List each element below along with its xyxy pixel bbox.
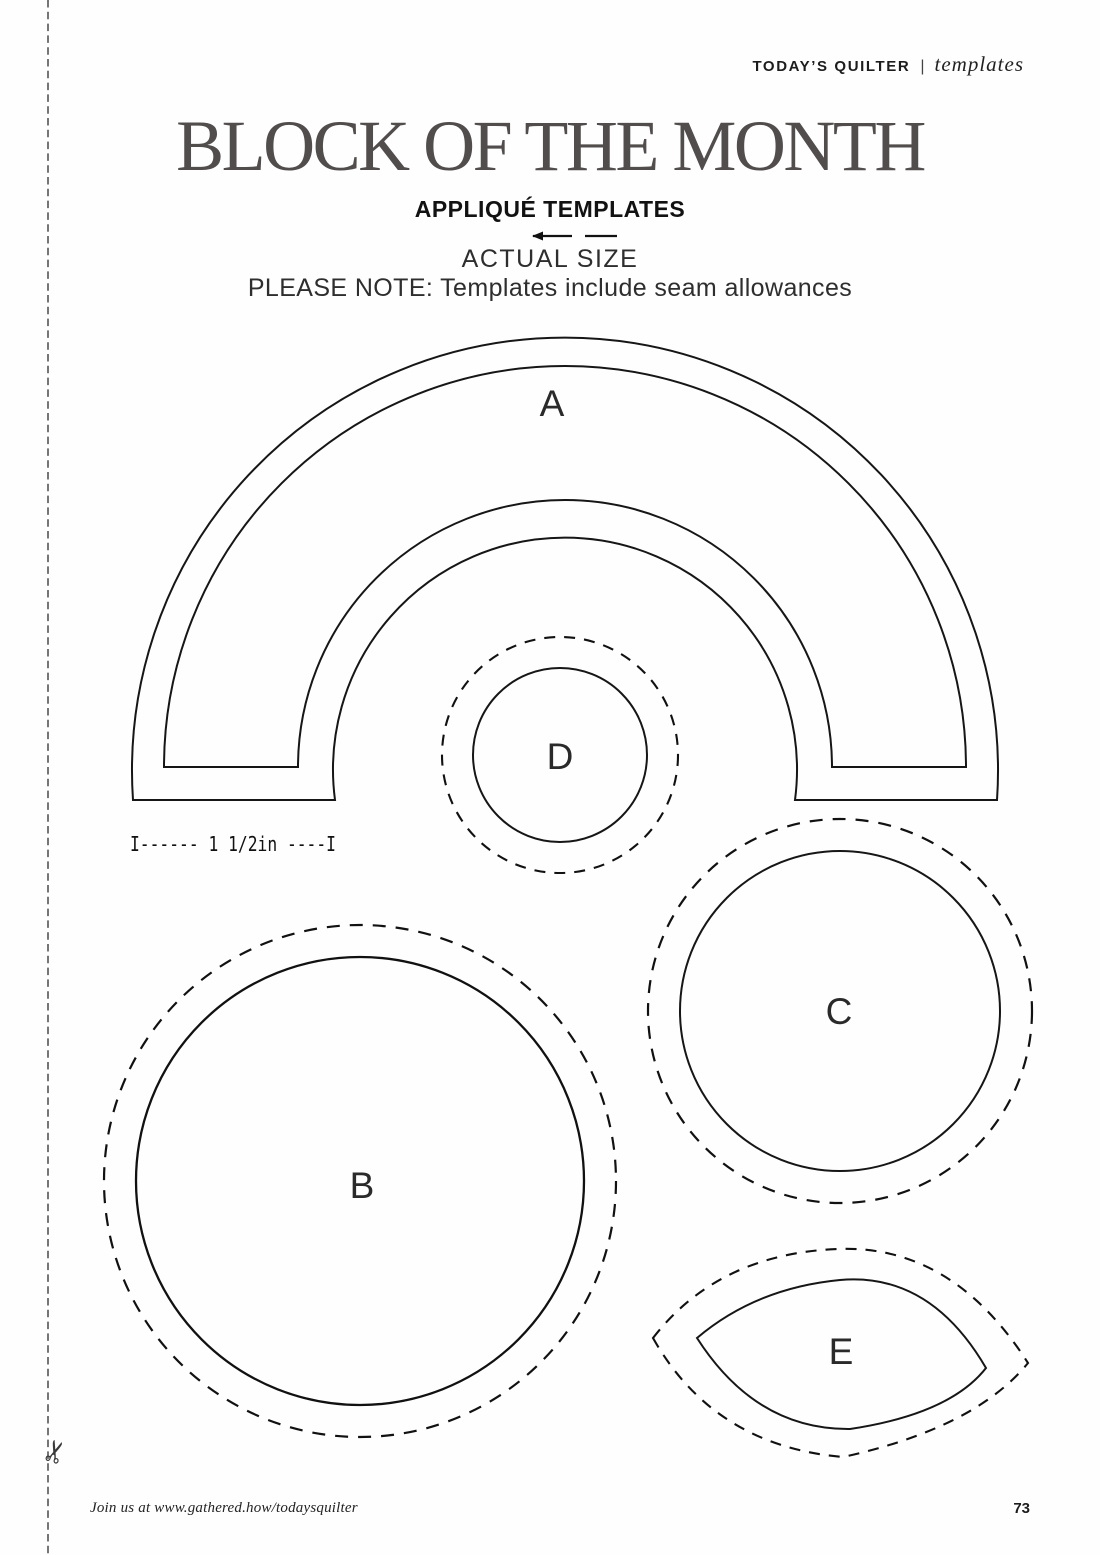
section-name: templates (934, 52, 1024, 76)
continuation-arrow-icon (527, 228, 623, 244)
template-a-label: A (539, 383, 565, 424)
measurement-label: I------ 1 1/2in ----I (130, 832, 336, 856)
footer-join-text: Join us at www.gathered.how/todaysquilter (90, 1500, 358, 1516)
page-header (752, 52, 1024, 77)
brand-name: TODAY’S QUILTER (752, 58, 911, 75)
template-d-label: D (546, 736, 574, 777)
template-a-cut-outline (132, 338, 998, 800)
template-a-stitch-outline (164, 366, 966, 767)
header-separator: | (920, 58, 925, 75)
page-number: 73 (1013, 1500, 1030, 1517)
seam-allowance-note: PLEASE NOTE: Templates include seam allowances (247, 274, 853, 302)
page-subtitle: APPLIQUÉ TEMPLATES (414, 196, 686, 222)
actual-size-note: ACTUAL SIZE (461, 245, 639, 273)
page-title: BLOCK OF THE MONTH (176, 106, 924, 186)
template-c-label: C (825, 991, 853, 1032)
scissors-icon: ✂ (36, 1434, 76, 1469)
template-e-label: E (828, 1331, 854, 1372)
template-b-label: B (349, 1165, 375, 1206)
